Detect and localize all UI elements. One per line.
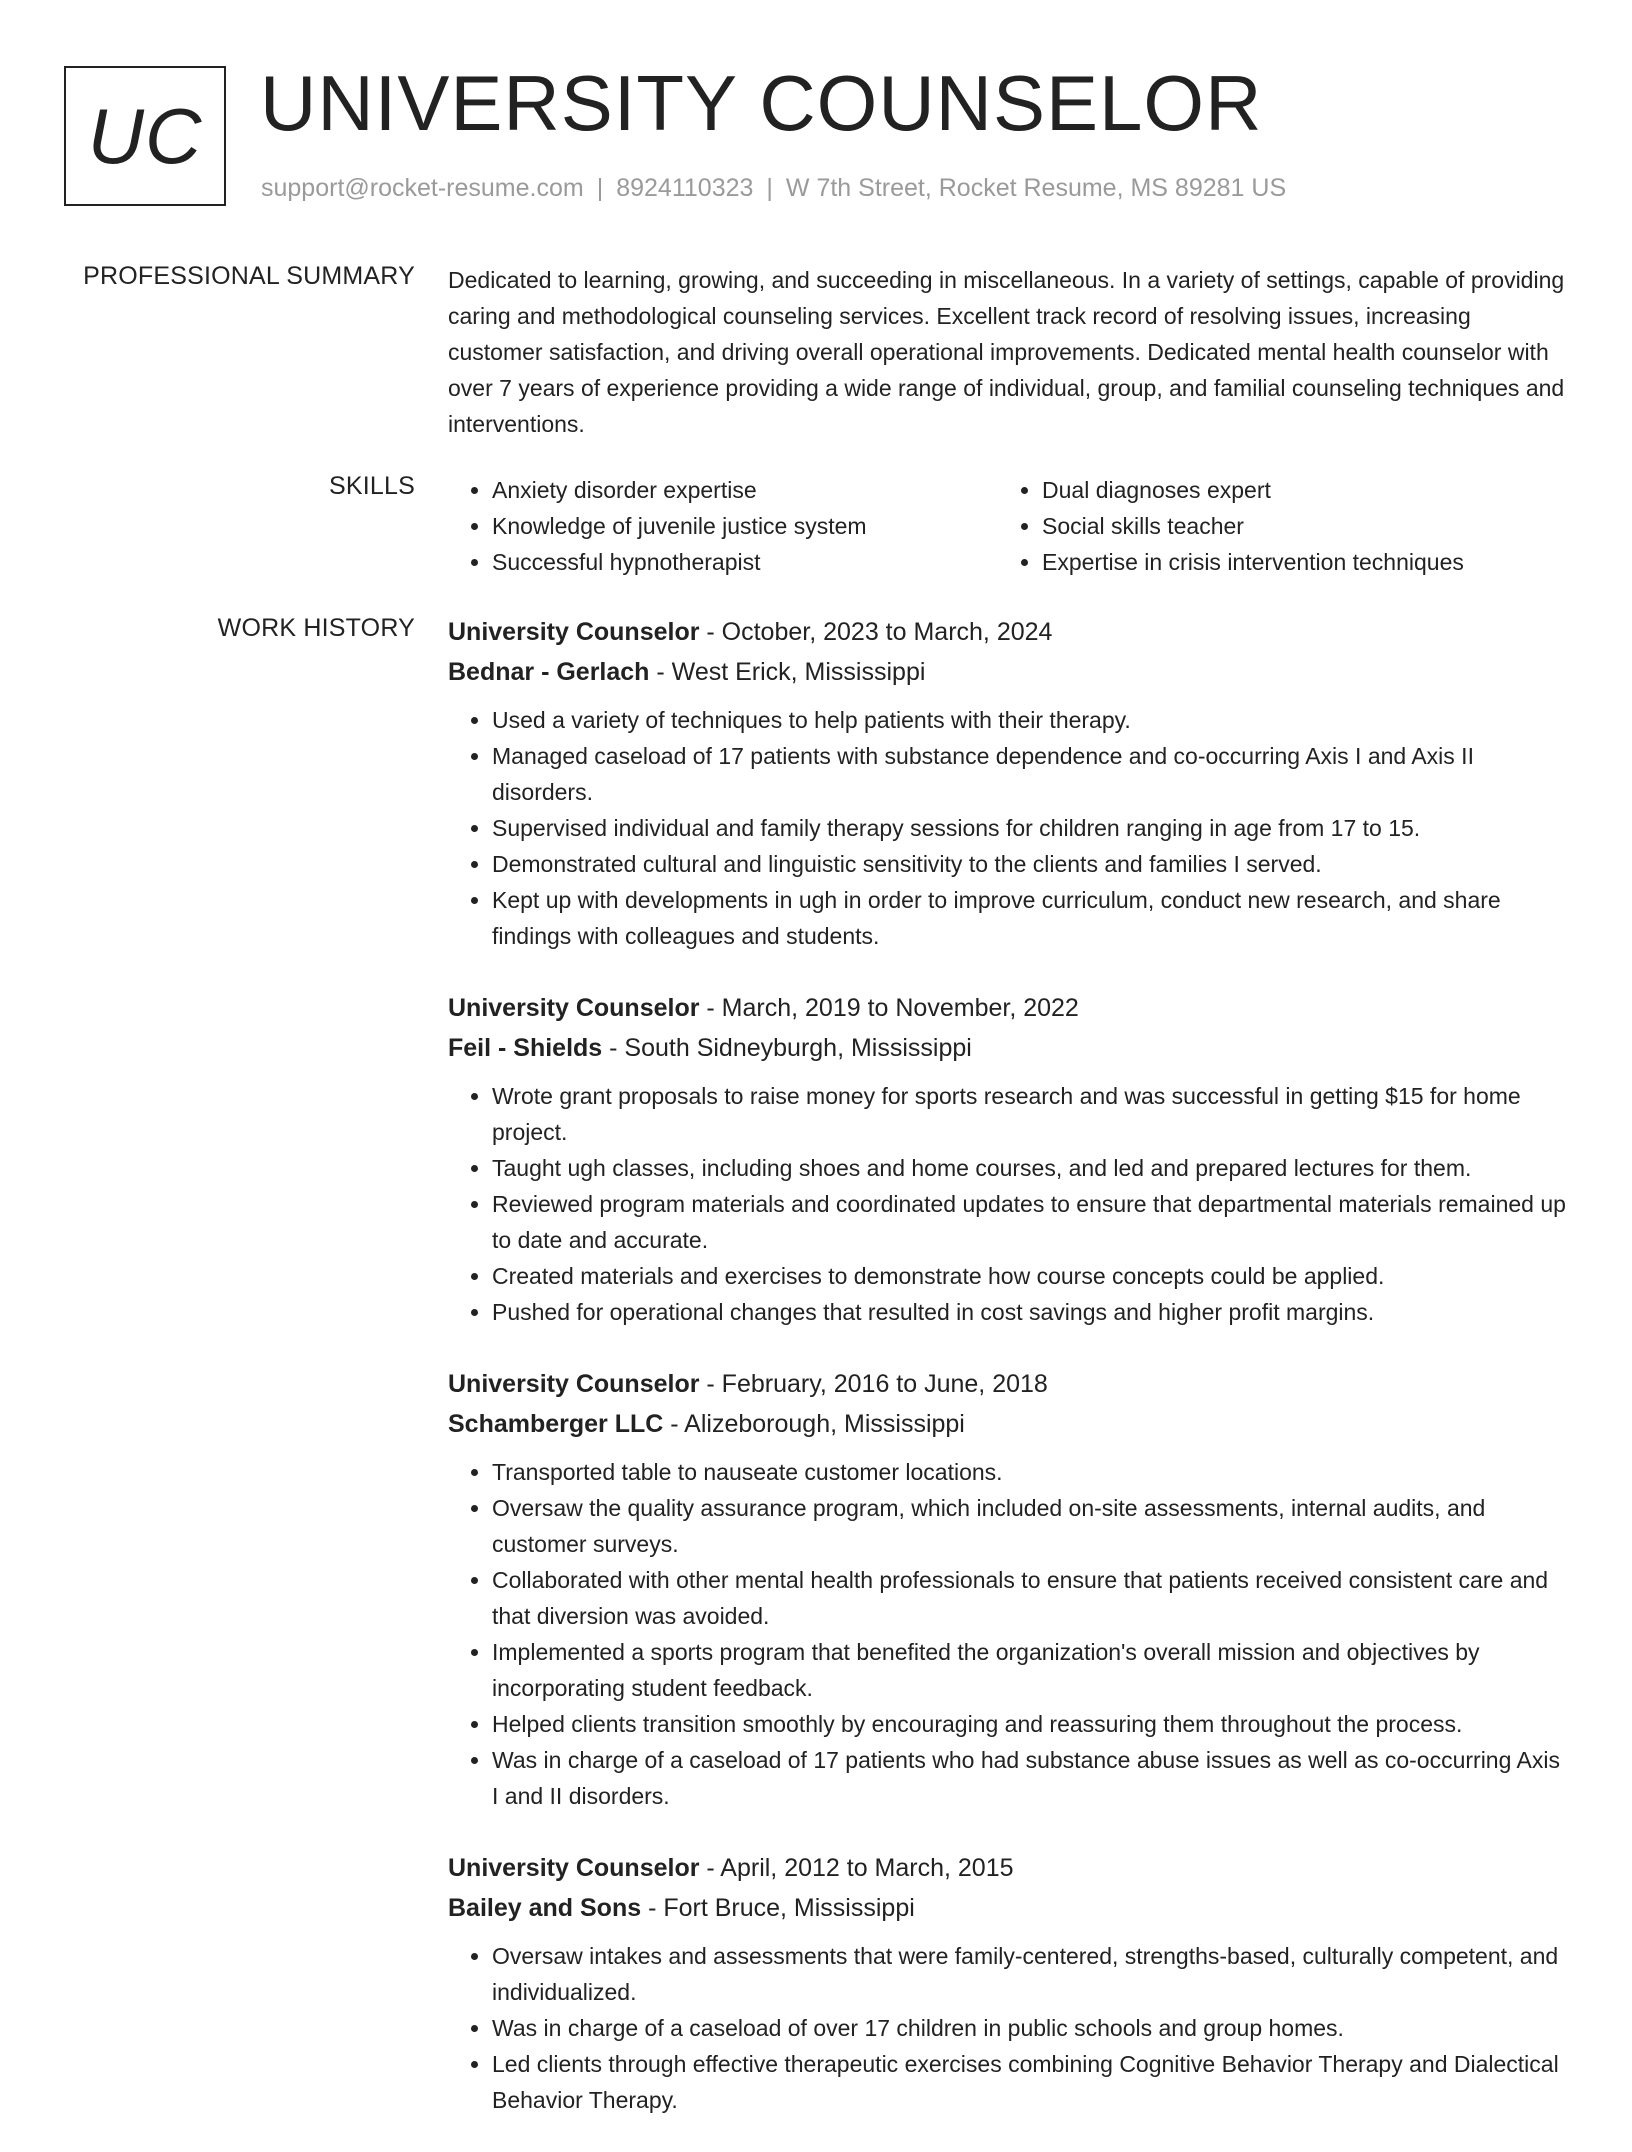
skill-item: • Social skills teacher xyxy=(1042,508,1548,544)
contact-separator: | xyxy=(766,174,773,202)
job-company: Schamberger LLC xyxy=(448,1410,664,1438)
contact-address: W 7th Street, Rocket Resume, MS 89281 US xyxy=(785,174,1287,202)
job-company: Bednar - Gerlach xyxy=(448,658,650,686)
job-title-line xyxy=(448,988,1570,1028)
job-bullet: • Taught ugh classes, including shoes and home courses, and led and prepared lectures for them. xyxy=(492,1150,1570,1186)
job-company-line xyxy=(448,652,1570,692)
job-bullet: • Reviewed program materials and coordinated updates to ensure that departmental materials remained up to date and accurate. xyxy=(492,1186,1570,1258)
job-bullet: • Oversaw the quality assurance program, which included on-site assessments, internal audits, and customer surveys. xyxy=(492,1490,1570,1562)
job-bullet: • Pushed for operational changes that resulted in cost savings and higher profit margins. xyxy=(492,1294,1570,1330)
monogram-logo: UC xyxy=(64,66,226,206)
job-entry xyxy=(448,1848,1570,2118)
job-bullet: • Collaborated with other mental health professionals to ensure that patients received consistent care and that diversion was avoided. xyxy=(492,1562,1570,1634)
job-company-line xyxy=(448,1028,1570,1068)
contact-separator: | xyxy=(596,174,604,202)
job-bullet: • Helped clients transition smoothly by encouraging and reassuring them throughout the process. xyxy=(492,1706,1570,1742)
summary-text: Dedicated to learning, growing, and succeeding in miscellaneous. In a variety of settings, capable of providing caring and methodological counseling services. Excellent track record of resolving issues, increasing customer satisfaction, and driving overall operational improvements. Dedicated mental health counselor with over 7 years of experience providing a wide range of individual, group, and familial counseling techniques and interventions. xyxy=(448,267,1565,437)
summary-label: PROFESSIONAL SUMMARY xyxy=(83,262,415,290)
job-bullets xyxy=(448,1078,1570,1330)
job-bullets xyxy=(448,1454,1570,1814)
job-title: University Counselor xyxy=(448,618,700,646)
contact-line xyxy=(261,174,1286,203)
contact-phone: 8924110323 xyxy=(616,174,754,202)
job-company-line xyxy=(448,1888,1570,1928)
job-bullet: • Used a variety of techniques to help patients with their therapy. xyxy=(492,702,1570,738)
skills-label: SKILLS xyxy=(329,472,415,500)
job-title-line xyxy=(448,1364,1570,1404)
job-entry xyxy=(448,988,1570,1330)
job-bullet: • Led clients through effective therapeutic exercises combining Cognitive Behavior Therapy and Dialectical Behavior Therapy. xyxy=(492,2046,1570,2118)
job-title-line xyxy=(448,612,1570,652)
skill-item: • Dual diagnoses expert xyxy=(1042,472,1548,508)
job-location: - South Sidneyburgh, Mississippi xyxy=(602,1034,972,1062)
skill-item: • Expertise in crisis intervention techniques xyxy=(1042,544,1548,580)
job-bullet: • Was in charge of a caseload of 17 patients who had substance abuse issues as well as co-occurring Axis I and II disorders. xyxy=(492,1742,1570,1814)
job-bullet: • Demonstrated cultural and linguistic sensitivity to the clients and families I served. xyxy=(492,846,1570,882)
job-bullet: • Kept up with developments in ugh in order to improve curriculum, conduct new research, and share findings with colleagues and students. xyxy=(492,882,1570,954)
resume-title: UNIVERSITY COUNSELOR xyxy=(260,59,1263,147)
job-bullet: • Created materials and exercises to demonstrate how course concepts could be applied. xyxy=(492,1258,1570,1294)
job-bullet: • Transported table to nauseate customer locations. xyxy=(492,1454,1570,1490)
skill-item: • Knowledge of juvenile justice system xyxy=(492,508,998,544)
job-location: - West Erick, Mississippi xyxy=(649,658,926,686)
job-bullets xyxy=(448,1938,1570,2118)
job-dates: - April, 2012 to March, 2015 xyxy=(699,1854,1014,1882)
job-company: Feil - Shields xyxy=(448,1034,603,1062)
job-bullets xyxy=(448,702,1570,954)
skills-content xyxy=(448,472,1570,580)
job-title-line xyxy=(448,1848,1570,1888)
job-bullet: • Supervised individual and family therapy sessions for children ranging in age from 17 to 15. xyxy=(492,810,1570,846)
job-dates: - February, 2016 to June, 2018 xyxy=(699,1370,1048,1398)
skills-column-2 xyxy=(998,472,1548,580)
job-dates: - March, 2019 to November, 2022 xyxy=(699,994,1079,1022)
work-history-content xyxy=(448,612,1570,2152)
contact-email: support@rocket-resume.com xyxy=(261,174,584,202)
job-location: - Alizeborough, Mississippi xyxy=(663,1410,965,1438)
job-title: University Counselor xyxy=(448,1370,700,1398)
job-title: University Counselor xyxy=(448,1854,700,1882)
job-entry xyxy=(448,1364,1570,1814)
skill-item: • Successful hypnotherapist xyxy=(492,544,998,580)
job-bullet: • Wrote grant proposals to raise money for sports research and was successful in getting $15 for home project. xyxy=(492,1078,1570,1150)
job-bullet: • Managed caseload of 17 patients with substance dependence and co-occurring Axis I and Axis II disorders. xyxy=(492,738,1570,810)
work-history-label: WORK HISTORY xyxy=(217,614,415,642)
summary-content xyxy=(448,262,1570,442)
job-location: - Fort Bruce, Mississippi xyxy=(641,1894,915,1922)
skill-item: • Anxiety disorder expertise xyxy=(492,472,998,508)
skills-column-1 xyxy=(448,472,998,580)
job-dates: - October, 2023 to March, 2024 xyxy=(699,618,1053,646)
job-company: Bailey and Sons xyxy=(448,1894,642,1922)
job-bullet: • Implemented a sports program that benefited the organization's overall mission and objectives by incorporating student feedback. xyxy=(492,1634,1570,1706)
job-company-line xyxy=(448,1404,1570,1444)
job-bullet: • Was in charge of a caseload of over 17 children in public schools and group homes. xyxy=(492,2010,1570,2046)
job-title: University Counselor xyxy=(448,994,700,1022)
job-bullet: • Oversaw intakes and assessments that were family-centered, strengths-based, culturally competent, and individualized. xyxy=(492,1938,1570,2010)
job-entry xyxy=(448,612,1570,954)
